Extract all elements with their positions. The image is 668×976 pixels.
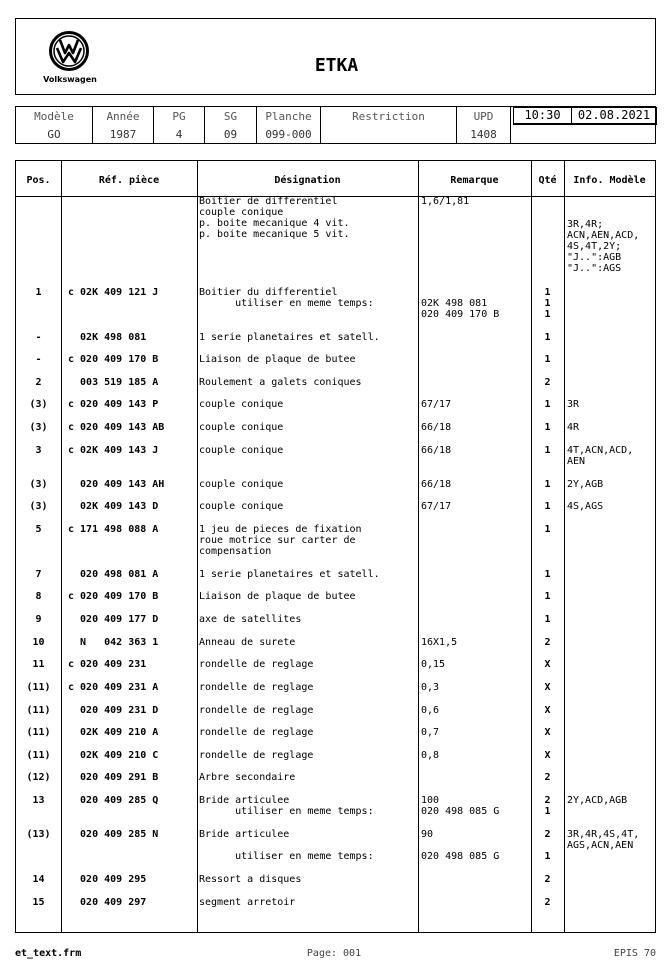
cell-pos: 11 [32,659,45,670]
cell-pos: (13) [26,829,51,840]
cell-qte: X [544,682,551,693]
cell-ref: 020 409 143 AH [68,479,165,490]
cell-rem: 1,6/1,81 [421,196,470,207]
document-header [15,18,656,95]
cell-ref: c 020 409 170 B [68,354,159,365]
cell-ref: 020 409 285 N [68,829,159,840]
cell-qte: 1 [544,399,551,410]
info-label: UPD [473,110,494,123]
info-value: 1408 [470,128,497,141]
cell-pos: 3 [35,445,42,456]
cell-qte: 1 [544,354,551,365]
cell-info: 3R,4R; ACN,AEN,ACD, 4S,4T,2Y; "J..":AGB "J..":AGS [567,219,640,274]
cell-pos: (3) [29,422,48,433]
column-header-ref: Réf. pièce [98,175,160,186]
column-header-remarque: Remarque [450,175,499,186]
info-bar [15,106,656,144]
cell-des: Liaison de plaque de butee [199,354,356,365]
cell-pos: 9 [35,614,42,625]
cell-qte: 2 [544,637,551,648]
info-value: 099-000 [265,128,312,141]
cell-rem: 0,3 [421,682,440,693]
info-field-upd [457,107,511,143]
info-label: PG [172,110,186,123]
brand-name: Volkswagen [43,75,97,84]
cell-des: rondelle de reglage [199,682,314,693]
parts-table [15,160,656,933]
cell-pos: - [35,332,42,343]
cell-ref: c 02K 409 143 J [68,445,159,456]
cell-rem: 0,8 [421,750,440,761]
column-divider [418,161,419,932]
info-value: 4 [175,128,183,141]
info-field-modele [16,107,93,143]
cell-info: 3R [567,399,580,410]
cell-ref: N 042 363 1 [68,637,159,648]
cell-rem: 90 [421,829,434,840]
time-display: 10:30 [513,107,572,124]
cell-pos: 8 [35,591,42,602]
cell-pos: (3) [29,479,48,490]
cell-pos: (11) [26,682,51,693]
cell-ref: c 171 498 088 A [68,524,159,535]
cell-qte: 1 [544,591,551,602]
cell-rem: 67/17 [421,501,452,512]
cell-ref: 020 409 291 B [68,772,159,783]
column-header-info: Info. Modèle [573,175,646,186]
cell-pos: 14 [32,874,45,885]
cell-des: Boitier du differentiel utiliser en meme temps: [199,287,374,309]
column-header-designation: Désignation [274,175,341,186]
cell-qte: 2 [544,874,551,885]
cell-des: couple conique [199,422,284,433]
cell-pos: (3) [29,399,48,410]
cell-pos: - [35,354,42,365]
cell-qte: 2 [544,897,551,908]
cell-rem: 67/17 [421,399,452,410]
cell-ref: c 020 409 231 A [68,682,159,693]
cell-des: couple conique [199,445,284,456]
cell-rem: 66/18 [421,445,452,456]
cell-ref: c 020 409 231 [68,659,147,670]
cell-ref: 020 409 297 [68,897,147,908]
cell-rem: 02K 498 081 020 409 170 B [421,298,500,320]
cell-qte: 2 [544,377,551,388]
cell-info: 2Y,ACD,AGB [567,795,628,806]
cell-qte: 1 1 1 [544,287,551,320]
cell-ref: 02K 498 081 [68,332,147,343]
cell-rem: 020 498 085 G [421,851,500,862]
cell-des: axe de satellites [199,614,302,625]
cell-ref: 020 498 081 A [68,569,159,580]
cell-ref: 02K 409 143 D [68,501,159,512]
cell-qte: 2 1 [544,795,551,817]
date-display: 02.08.2021 [572,107,657,124]
info-value: GO [47,128,61,141]
column-divider [61,161,62,932]
cell-ref: 02K 409 210 A [68,727,159,738]
cell-ref: c 020 409 143 AB [68,422,165,433]
cell-pos: (12) [26,772,51,783]
cell-ref: 020 409 231 D [68,705,159,716]
footer-page-number: Page: 001 [306,948,362,959]
cell-pos: 5 [35,524,42,535]
info-label: Restriction [352,110,425,123]
cell-qte: 1 [544,501,551,512]
cell-qte: X [544,750,551,761]
cell-qte: 1 [544,524,551,535]
cell-rem: 0,6 [421,705,440,716]
cell-info: 4R [567,422,580,433]
cell-des: Bride articulee [199,829,290,840]
cell-des: 1 serie planetaires et satell. [199,569,380,580]
cell-qte: 1 [544,445,551,456]
cell-qte: X [544,659,551,670]
cell-pos: (3) [29,501,48,512]
cell-des: utiliser en meme temps: [199,851,374,862]
cell-pos: 15 [32,897,45,908]
cell-pos: (11) [26,705,51,716]
cell-des: Arbre secondaire [199,772,296,783]
cell-qte: 2 [544,772,551,783]
cell-qte: 1 [544,851,551,862]
cell-info: 4S,AGS [567,501,604,512]
cell-des: segment arretoir [199,897,296,908]
cell-qte: 1 [544,614,551,625]
cell-info: 2Y,AGB [567,479,604,490]
cell-des: couple conique [199,501,284,512]
page-title: ETKA [314,55,359,76]
cell-pos: 13 [32,795,45,806]
info-field-pg [154,107,205,143]
cell-qte: 1 [544,422,551,433]
info-value: 09 [223,128,238,141]
cell-des: Ressort a disques [199,874,302,885]
info-field-planche [257,107,321,143]
info-field-annee [93,107,154,143]
footer-form-name: et_text.frm [15,948,82,959]
cell-rem: 0,15 [421,659,446,670]
cell-info: 3R,4R,4S,4T, AGS,ACN,AEN [567,829,640,851]
cell-pos: 1 [35,287,42,298]
cell-des: Liaison de plaque de butee [199,591,356,602]
cell-rem: 16X1,5 [421,637,458,648]
cell-qte: 1 [544,569,551,580]
cell-qte: 2 [544,829,551,840]
cell-des: rondelle de reglage [199,727,314,738]
cell-pos: 2 [35,377,42,388]
cell-info: 4T,ACN,ACD, AEN [567,445,634,467]
cell-rem: 0,7 [421,727,440,738]
footer-system: EPIS 70 [613,948,656,959]
cell-ref: 020 409 295 [68,874,147,885]
time-date-blank [513,124,657,143]
column-header-pos: Pos. [26,175,51,186]
cell-ref: c 020 409 143 P [68,399,159,410]
column-header-qte: Qté [538,175,557,186]
cell-des: 1 serie planetaires et satell. [199,332,380,343]
cell-qte: X [544,705,551,716]
cell-ref: 02K 409 210 C [68,750,159,761]
cell-ref: 020 409 177 D [68,614,159,625]
cell-des: Boitier de differentiel couple conique p. boite mecanique 4 vit. p. boite mecanique 5 vit. [199,196,350,240]
cell-des: rondelle de reglage [199,659,314,670]
cell-ref: c 02K 409 121 J [68,287,159,298]
info-label: Année [106,110,140,123]
cell-des: Anneau de surete [199,637,296,648]
cell-pos: (11) [26,727,51,738]
cell-pos: (11) [26,750,51,761]
cell-des: couple conique [199,479,284,490]
info-value: 1987 [109,128,137,141]
cell-qte: 1 [544,479,551,490]
cell-des: couple conique [199,399,284,410]
cell-des: Roulement a galets coniques [199,377,362,388]
cell-des: Bride articulee utiliser en meme temps: [199,795,374,817]
column-divider [197,161,198,932]
cell-pos: 7 [35,569,42,580]
cell-rem: 66/18 [421,479,452,490]
column-divider [564,161,565,932]
cell-des: rondelle de reglage [199,750,314,761]
cell-ref: 020 409 285 Q [68,795,159,806]
cell-qte: X [544,727,551,738]
info-field-sg [205,107,257,143]
cell-pos: 10 [32,637,45,648]
cell-ref: c 020 409 170 B [68,591,159,602]
cell-rem: 66/18 [421,422,452,433]
info-label: Planche [265,110,312,123]
cell-qte: 1 [544,332,551,343]
cell-des: rondelle de reglage [199,705,314,716]
cell-des: 1 jeu de pieces de fixation roue motrice sur carter de compensation [199,524,362,557]
info-field-restriction [321,107,457,143]
info-label: Modèle [34,110,74,123]
info-label: SG [223,110,238,123]
cell-ref: 003 519 185 A [68,377,159,388]
cell-rem: 100 020 498 085 G [421,795,500,817]
